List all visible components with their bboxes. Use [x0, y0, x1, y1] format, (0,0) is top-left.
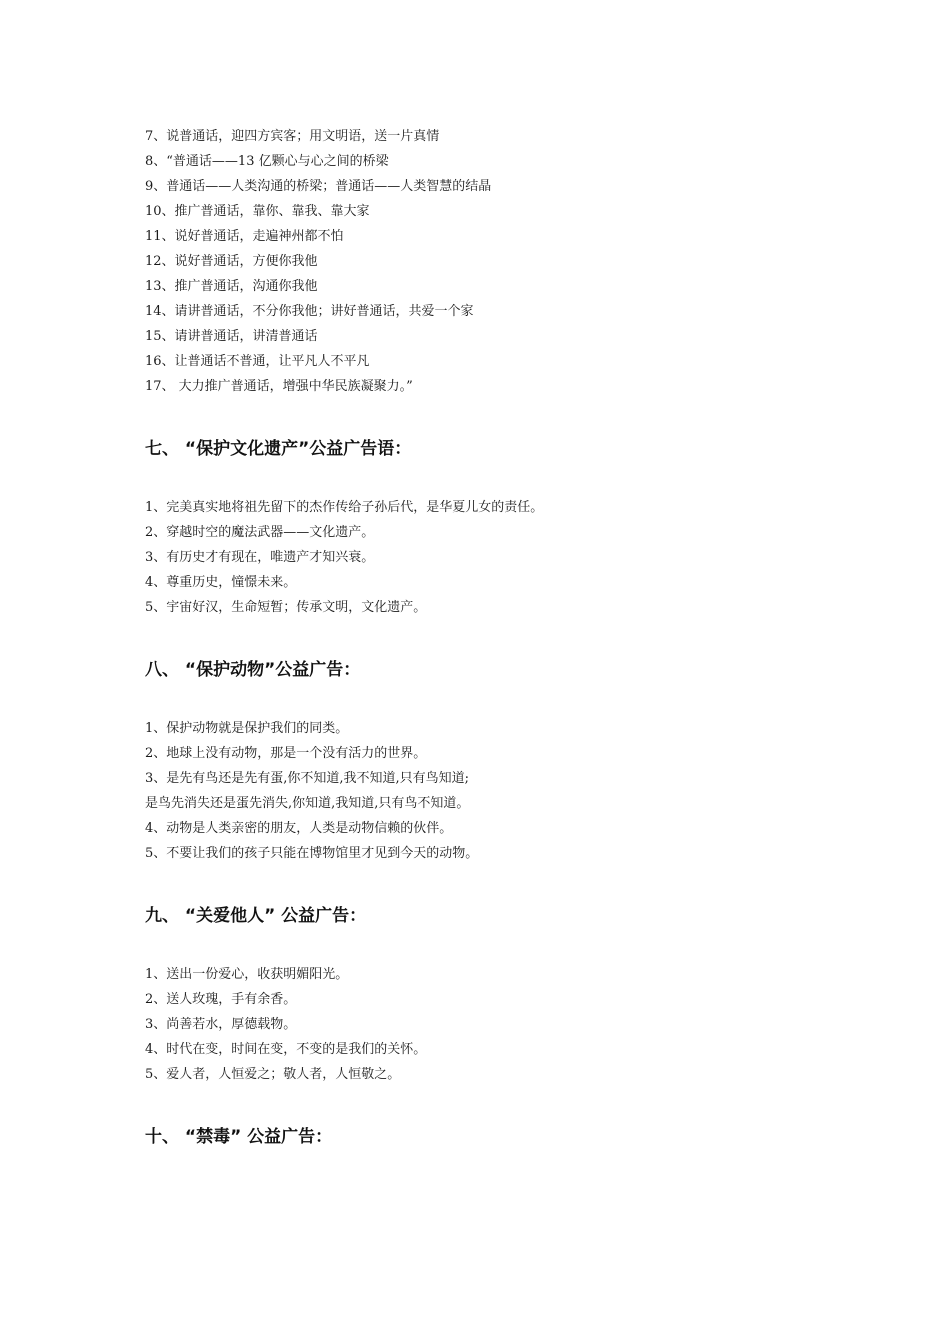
list-item: 1、送出一份爱心，收获明媚阳光。: [145, 967, 349, 982]
list-item: 5、不要让我们的孩子只能在博物馆里才见到今天的动物。: [145, 846, 479, 861]
list-item: 1、保护动物就是保护我们的同类。: [145, 721, 349, 736]
list-item: 12、说好普通话，方便你我他: [145, 254, 318, 269]
list-item: 3、有历史才有现在，唯遗产才知兴衰。: [145, 550, 375, 565]
slogan-list-cultural-heritage: [145, 495, 845, 620]
slogan-list-care-for-others: [145, 962, 845, 1087]
list-item: 4、时代在变，时间在变，不变的是我们的关怀。: [145, 1042, 427, 1057]
slogan-list-putonghua: [145, 124, 845, 399]
list-item: 15、请讲普通话，讲清普通话: [145, 329, 318, 344]
slogan-list-protect-animals: [145, 716, 845, 866]
list-item: 11、说好普通话，走遍神州都不怕: [145, 229, 344, 244]
section-heading-care-for-others: 九、 “关爱他人” 公益广告：: [145, 906, 367, 926]
list-item: 14、请讲普通话，不分你我他；讲好普通话，共爱一个家: [145, 304, 474, 319]
list-item: 是鸟先消失还是蛋先消失,你知道,我知道,只有鸟不知道。: [145, 796, 470, 811]
list-item: 3、是先有鸟还是先有蛋,你不知道,我不知道,只有鸟知道;: [145, 771, 470, 786]
list-item: 4、动物是人类亲密的朋友，人类是动物信赖的伙伴。: [145, 821, 453, 836]
list-item: 1、完美真实地将祖先留下的杰作传给子孙后代，是华夏儿女的责任。: [145, 500, 544, 515]
list-item: 17、 大力推广普通话，增强中华民族凝聚力。”: [145, 379, 413, 394]
list-item: 2、送人玫瑰，手有余香。: [145, 992, 297, 1007]
list-item: 9、普通话——人类沟通的桥梁；普通话——人类智慧的结晶: [145, 179, 492, 194]
list-item: 3、尚善若水，厚德载物。: [145, 1017, 297, 1032]
document-page: [145, 124, 845, 1149]
section-heading-anti-drug: 十、 “禁毒” 公益广告：: [145, 1127, 333, 1147]
list-item: 2、地球上没有动物，那是一个没有活力的世界。: [145, 746, 427, 761]
section-heading-protect-animals: 八、 “保护动物”公益广告：: [145, 660, 361, 680]
list-item: 2、穿越时空的魔法武器——文化遗产。: [145, 525, 375, 540]
section-heading-cultural-heritage: 七、 “保护文化遗产”公益广告语：: [145, 439, 412, 459]
list-item: 8、“普通话——13 亿颗心与心之间的桥梁: [145, 154, 389, 169]
list-item: 13、推广普通话，沟通你我他: [145, 279, 318, 294]
list-item: 10、推广普通话，靠你、靠我、靠大家: [145, 204, 370, 219]
list-item: 4、尊重历史，憧憬未来。: [145, 575, 297, 590]
list-item: 5、爱人者，人恒爱之；敬人者，人恒敬之。: [145, 1067, 401, 1082]
list-item: 16、让普通话不普通，让平凡人不平凡: [145, 354, 370, 369]
list-item: 7、说普通话，迎四方宾客；用文明语，送一片真情: [145, 129, 440, 144]
list-item: 5、宇宙好汉，生命短暂；传承文明，文化遗产。: [145, 600, 427, 615]
